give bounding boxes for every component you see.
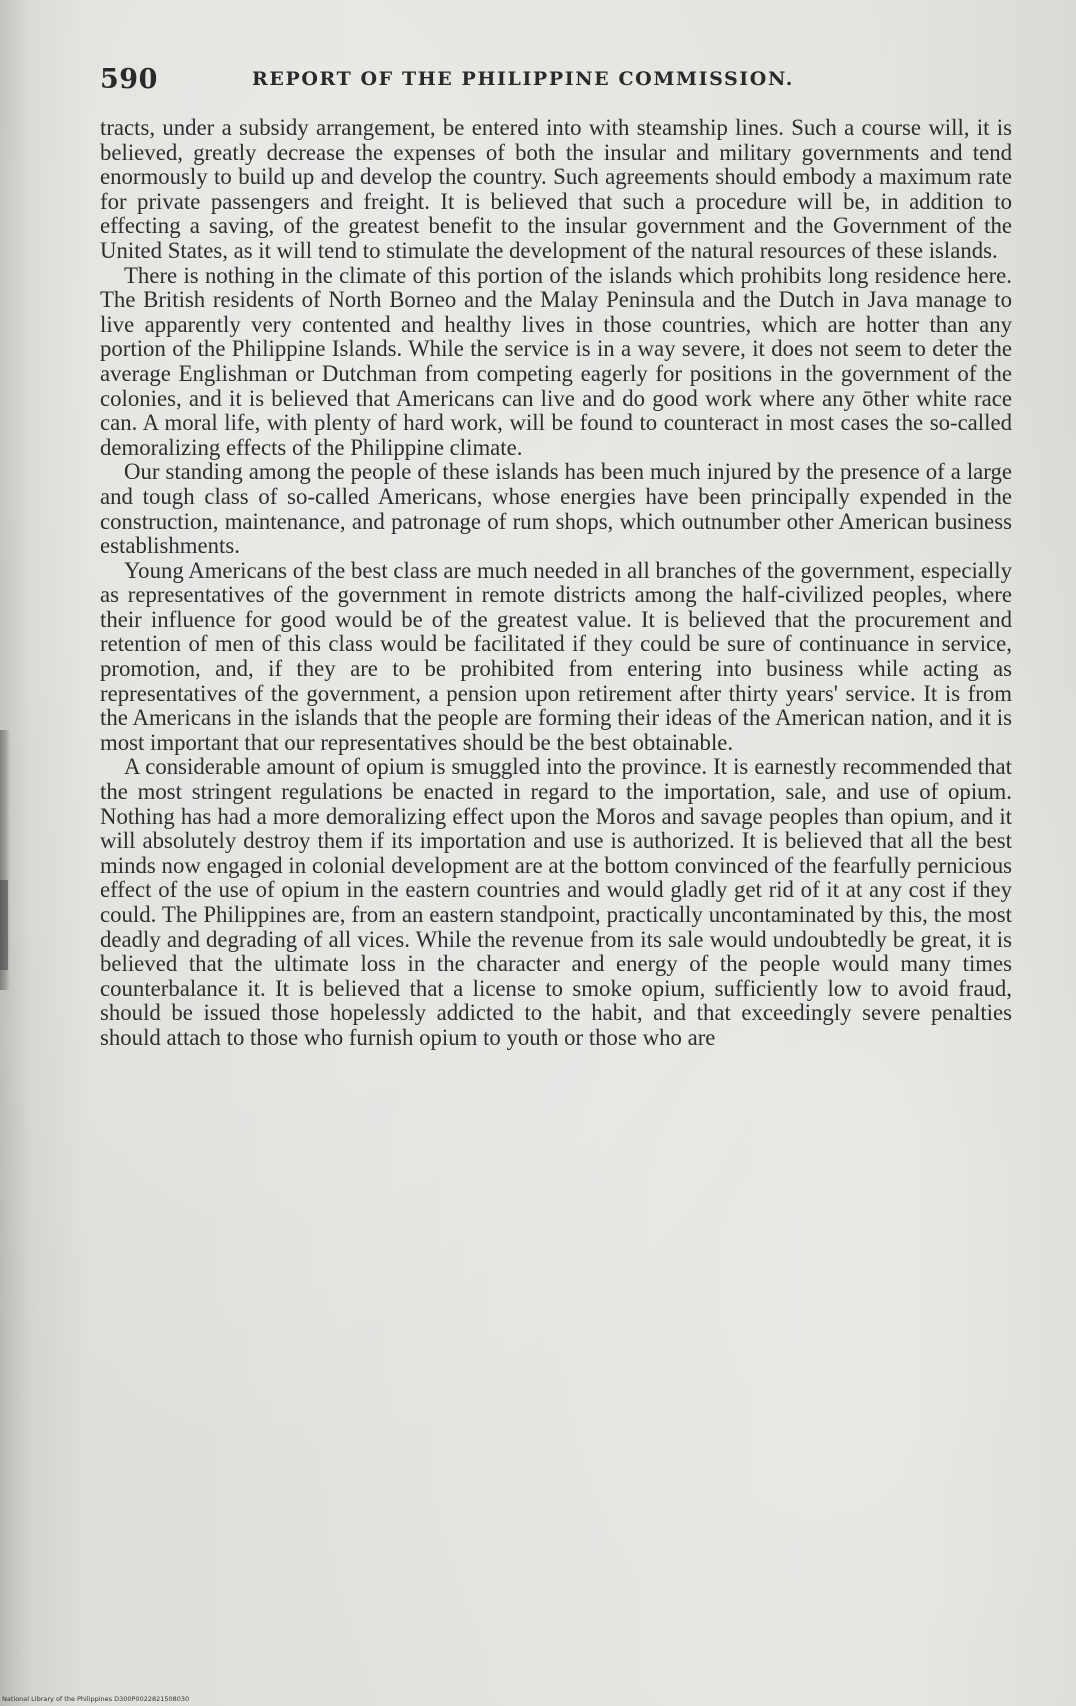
page-header: [100, 64, 1000, 104]
page-number: 590: [100, 64, 158, 95]
paragraph-so-called-americans: Our standing among the people of these islands has been much injured by the presence of a large and tough class of so-called Americans, whose energies have been principally expended in the construction, maintenance, and patronage of rum shops, which outnumber other American business establishments.: [100, 459, 1012, 559]
paragraph-opium: A considerable amount of opium is smuggled into the province. It is earnestly recommended that the most stringent regulations be enacted in regard to the importation, sale, and use of opium. Nothing has had a more demoralizing effect upon the Moros and savage peoples than opium, and it will absolutely destroy them if its importation and use is authorized. It is believed that all the best minds now engaged in colonial development are at the bottom convinced of the fearfully pernicious effect of the use of opium in the eastern countries and would gladly get rid of it at any cost if they could. The Philippines are, from an eastern standpoint, practically uncontaminated by this, the most deadly and degrading of all vices. While the revenue from its sale would undoubtedly be great, it is believed that the ultimate loss in the character and energy of the people would many times counterbalance it. It is believed that a license to smoke opium, sufficiently low to avoid fraud, should be issued those hopelessly addicted to the habit, and that exceedingly severe penalties should attach to those who furnish opium to youth or those who are: [100, 754, 1012, 1050]
running-head: REPORT OF THE PHILIPPINE COMMISSION.: [252, 68, 794, 90]
paragraph-steamship-lines: tracts, under a subsidy arrangement, be entered into with steamship lines. Such a course will, it is believed, greatly decrease the expenses of both the insular and military governments and tend enormously to build up and develop the country. Such agreements should embody a maximum rate for private passengers and freight. It is believed that such a procedure will be, in addition to effecting a saving, of the greatest benefit to the insular government and the Government of the United States, as it will tend to stimulate the development of the natural resources of these islands.: [100, 115, 1012, 263]
paragraph-climate: There is nothing in the climate of this portion of the islands which prohibits long residence here. The British residents of North Borneo and the Malay Peninsula and the Dutch in Java manage to live apparently very contented and healthy lives in those countries, which are hotter than any portion of the Philippine Islands. While the service is in a way severe, it does not seem to deter the average Englishman or Dutchman from competing eagerly for positions in the government of the colonies, and it is believed that Americans can live and do good work where any ōther white race can. A moral life, with plenty of hard work, will be found to counteract in most cases the so-called demoralizing effects of the Philippine climate.: [100, 262, 1012, 460]
scan-credit: National Library of the Philippines D300P0022821508030: [2, 1695, 190, 1703]
paragraph-young-americans: Young Americans of the best class are much needed in all branches of the government, especially as representatives of the government in remote districts among the half-civilized peoples, where their influence for good would be of the greatest value. It is believed that the procurement and retention of men of this class would be facilitated if they could be sure of continuance in service, promotion, and, if they are to be prohibited from entering into business while acting as representatives of the government, a pension upon retirement after thirty years' service. It is from the Americans in the islands that the people are forming their ideas of the American nation, and it is most important that our representatives should be the best obtainable.: [100, 557, 1012, 755]
body-text: [100, 116, 1012, 1051]
page-edge-mark: [0, 880, 8, 970]
